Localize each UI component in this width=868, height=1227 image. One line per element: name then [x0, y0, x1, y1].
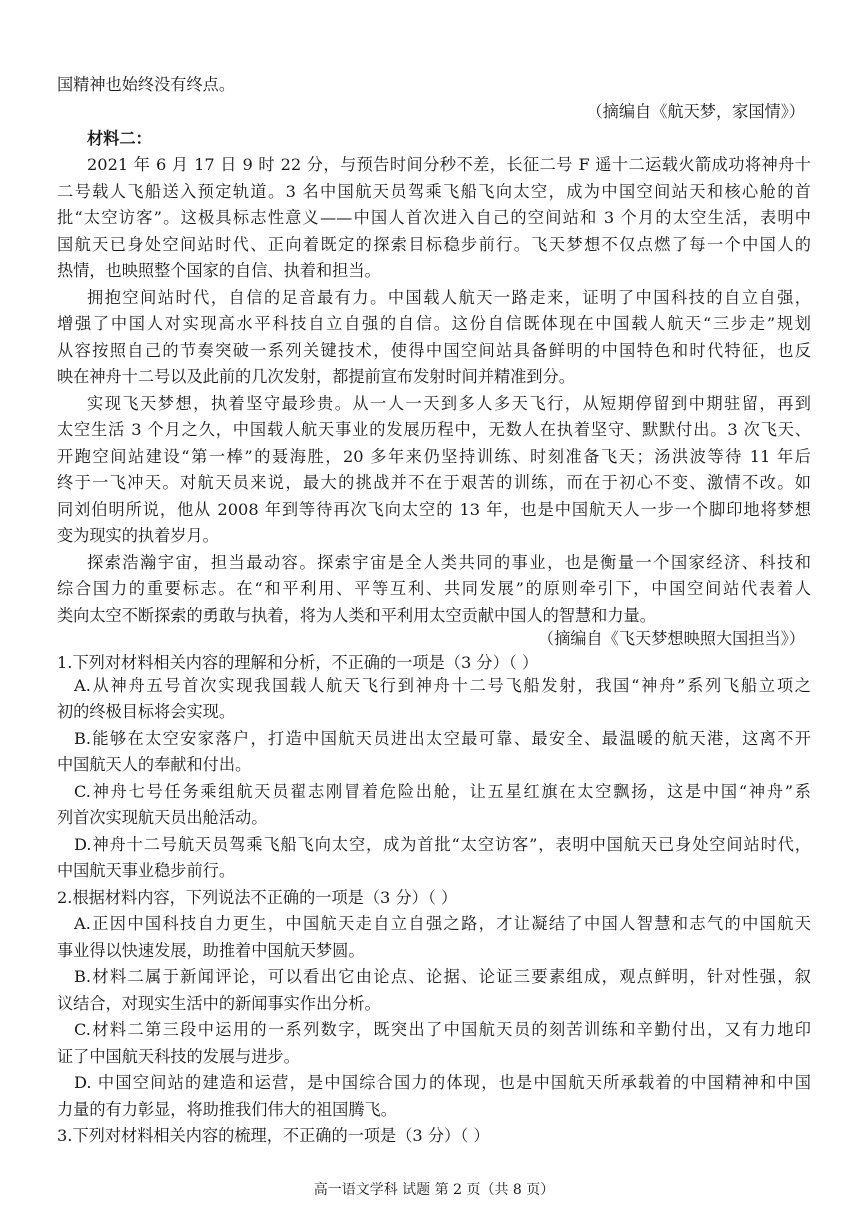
text-line: 证了中国航天科技的发展与进步。: [57, 1047, 300, 1066]
text-line: 国航天已身处空间站时代、正向着既定的探索目标稳步前行。飞天梦想不仅点燃了每一个中国人的: [57, 235, 811, 254]
text-line: D. 中国空间站的建造和运营，是中国综合国力的体现，也是中国航天所承载着的中国精神和中国: [74, 1073, 811, 1092]
text-line: 议结合，对现实生活中的新闻事实作出分析。: [57, 994, 381, 1013]
text-line: 同刘伯明所说，他从 2008 年到等待再次飞向太空的 13 年，也是中国航天人一步一个脚印地将梦想: [57, 500, 811, 519]
text-line: 太空生活 3 个月之久，中国载人航天事业的发展历程中，无数人在执着坚守、默默付出。3 次飞天、: [57, 420, 811, 439]
text-line: 中国航天事业稳步前行。: [57, 861, 236, 880]
text-line: 类向太空不断探索的勇敢与执着，将为人类和平利用太空贡献中国人的智慧和力量。: [57, 606, 656, 625]
text-line: 3.下列对材料相关内容的梳理，不正确的一项是（3 分）（ ）: [57, 1126, 490, 1145]
text-line: B.能够在太空安家落户，打造中国航天员进出太空最可靠、最安全、最温暖的航天港，这离不开: [74, 729, 811, 748]
text-line: 2.根据材料内容，下列说法不正确的一项是（3 分）（ ）: [57, 888, 458, 907]
text-line: 国精神也始终没有终点。: [57, 75, 236, 94]
text-line: C.神舟七号任务乘组航天员翟志刚冒着危险出舱，让五星红旗在太空飘扬，这是中国“神舟”系: [74, 782, 811, 801]
text-line: 2021 年 6 月 17 日 9 时 22 分，与预告时间分秒不差，长征二号 F 遥十二运载火箭成功将神舟十: [87, 155, 811, 174]
text-line: 中国航天人的奉献和付出。: [57, 755, 252, 774]
text-line: 批“太空访客”。这极具标志性意义——中国人首次进入自己的空间站和 3 个月的太空生活，表明中: [57, 208, 811, 227]
text-line: 增强了中国人对实现高水平科技自立自强的自信。这份自信既体现在中国载人航天“三步走”规划: [57, 314, 811, 333]
text-line: 力量的有力彰显，将助推我们伟大的祖国腾飞。: [57, 1100, 397, 1119]
text-line: 映在神舟十二号以及此前的几次发射，都提前宣布发射时间并精准到分。: [57, 367, 575, 386]
text-line: （摘编自《飞天梦想映照大国担当》）: [537, 629, 805, 648]
text-line: 开跑空间站建设“第一棒”的聂海胜，20 多年来仍坚持训练、时刻准备飞天；汤洪波等待 11 年后: [57, 447, 811, 466]
text-line: C.材料二第三段中运用的一系列数字，既突出了中国航天员的刻苦训练和辛勤付出，又有力地印: [74, 1020, 811, 1039]
text-line: B.材料二属于新闻评论，可以看出它由论点、论据、论证三要素组成，观点鲜明，针对性强，叙: [74, 967, 811, 986]
text-line: 事业得以快速发展，助推着中国航天梦圆。: [57, 941, 365, 960]
text-line: 实现飞天梦想，执着坚守最珍贵。从一人一天到多人多天飞行，从短期停留到中期驻留，再到: [87, 394, 811, 413]
text-line: D.神舟十二号航天员驾乘飞船飞向太空，成为首批“太空访客”，表明中国航天已身处空间站时代，: [74, 835, 811, 854]
text-line: 材料二：: [87, 129, 152, 148]
text-line: 二号载人飞船送入预定轨道。3 名中国航天员驾乘飞船飞向太空，成为中国空间站天和核心舱的首: [57, 182, 811, 201]
text-line: 初的终极目标将会实现。: [57, 702, 236, 721]
text-line: 探索浩瀚宇宙，担当最动容。探索宇宙是全人类共同的事业，也是衡量一个国家经济、科技和: [87, 553, 811, 572]
text-line: （摘编自《航天梦，家国情》）: [586, 102, 805, 121]
text-line: A.从神舟五号首次实现我国载人航天飞行到神舟十二号飞船发射，我国“神舟”系列飞船立项之: [74, 676, 811, 695]
text-line: 综合国力的重要标志。在“和平利用、平等互利、共同发展”的原则牵引下，中国空间站代表着人: [57, 579, 811, 598]
text-line: 拥抱空间站时代，自信的足音最有力。中国载人航天一路走来，证明了中国科技的自立自强，: [87, 288, 811, 307]
text-line: 从容按照自己的节奏突破一系列关键技术，使得中国空间站具备鲜明的中国特色和时代特征，也反: [57, 341, 811, 360]
page-footer: 高一语文学科 试题 第 2 页（共 8 页）: [313, 1182, 555, 1198]
text-line: A.正因中国科技自力更生，中国航天走自立自强之路，才让凝结了中国人智慧和志气的中国航天: [74, 914, 811, 933]
text-line: 1.下列对材料相关内容的理解和分析，不正确的一项是（3 分）（ ）: [57, 653, 539, 672]
text-line: 终于一飞冲天。对航天员来说，最大的挑战并不在于艰苦的训练，而在于初心不变、激情不改。如: [57, 473, 811, 492]
text-line: 列首次实现航天员出舱活动。: [57, 808, 268, 827]
text-line: 热情，也映照整个国家的自信、执着和担当。: [57, 261, 381, 280]
text-line: 变为现实的执着岁月。: [57, 526, 219, 545]
